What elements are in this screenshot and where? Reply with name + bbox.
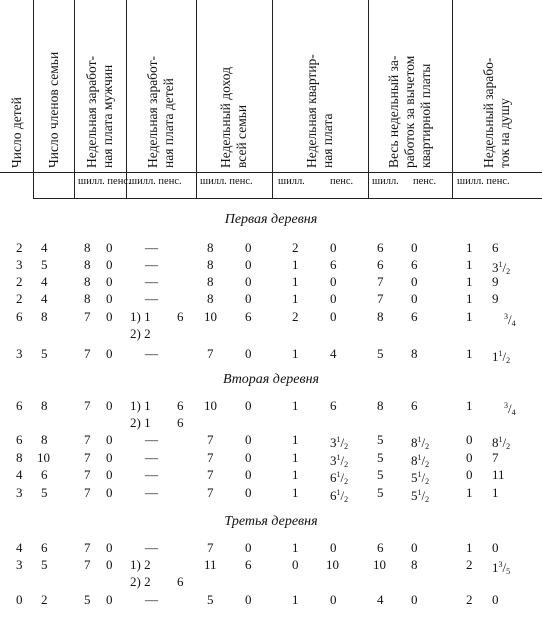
per-capita-shillings: 1: [466, 346, 473, 361]
children-wage-dash: —: [145, 274, 158, 289]
per-capita-pence: $1^1/_2$: [492, 349, 511, 365]
net-pence: 8: [411, 557, 418, 572]
net-pence: $5^1/_2$: [411, 488, 430, 504]
rent-shillings: 2: [292, 309, 299, 324]
children-count-cell: 4: [16, 540, 23, 555]
header-rule: [0, 172, 542, 173]
children-wage-dash: —: [145, 485, 158, 500]
family-members-cell: 8: [41, 432, 48, 447]
column-rule: [126, 0, 127, 198]
family-income-pence: 6: [245, 309, 252, 324]
children-count-cell: 8: [16, 450, 23, 465]
net-pence: 6: [411, 398, 418, 413]
per-capita-pence: 9: [492, 274, 499, 289]
men-wage-shillings: 5: [84, 592, 91, 607]
family-income-pence: 0: [245, 274, 252, 289]
net-pence: $8^1/_2$: [411, 453, 430, 469]
column-rule: [368, 0, 369, 198]
family-members-cell: 5: [41, 346, 48, 361]
rent-shillings: 1: [292, 450, 299, 465]
family-members-cell: 10: [37, 450, 50, 465]
family-income-pence: 0: [245, 467, 252, 482]
children-count-cell: 2: [16, 291, 23, 306]
rent-pence: $3^1/_2$: [330, 435, 349, 451]
unit-label: пенс.: [413, 176, 437, 187]
net-pence: 0: [411, 240, 418, 255]
header-line: Недельная заработ-: [84, 55, 99, 168]
rent-shillings: 1: [292, 398, 299, 413]
column-rule: [74, 0, 75, 198]
family-income-pence: 0: [245, 450, 252, 465]
header-line: ток на душу: [497, 98, 512, 168]
header-line: Весь недельный за-: [386, 55, 401, 168]
rent-pence: 0: [330, 240, 337, 255]
subheader-rule: [33, 198, 542, 199]
family-income-shillings: 7: [207, 432, 214, 447]
per-capita-shillings: 1: [466, 485, 473, 500]
children-wage-dash: —: [145, 240, 158, 255]
family-members-cell: 4: [41, 240, 48, 255]
family-members-cell: 5: [41, 485, 48, 500]
per-capita-shillings: 1: [466, 240, 473, 255]
column-rule: [33, 0, 34, 198]
per-capita-pence: $1^3/_5$: [492, 560, 511, 576]
family-members-cell: 5: [41, 257, 48, 272]
column-rule: [452, 0, 453, 198]
net-shillings: 6: [377, 240, 384, 255]
family-income-shillings: 8: [207, 291, 214, 306]
family-income-shillings: 8: [207, 240, 214, 255]
net-shillings: 5: [377, 450, 384, 465]
rent-shillings: 1: [292, 291, 299, 306]
unit-label: шилл.: [278, 176, 305, 187]
family-income-pence: 6: [245, 557, 252, 572]
header-children-wage: [145, 8, 177, 168]
per-capita-pence: 9: [492, 291, 499, 306]
net-pence: 8: [411, 346, 418, 361]
men-wage-pence: 0: [106, 309, 113, 324]
family-members-cell: 8: [41, 309, 48, 324]
rent-pence: 0: [330, 274, 337, 289]
children-count-cell: 2: [16, 274, 23, 289]
per-capita-pence: 7: [492, 450, 499, 465]
children-wage-dash: —: [145, 257, 158, 272]
unit-label: шилл. пенс.: [457, 176, 510, 187]
men-wage-shillings: 7: [84, 309, 91, 324]
family-income-shillings: 10: [204, 398, 217, 413]
children-count-cell: 4: [16, 467, 23, 482]
family-members-cell: 6: [41, 540, 48, 555]
per-capita-pence: $^3/_4$: [504, 401, 516, 417]
children-wage-2: 2) 1: [130, 415, 151, 430]
rent-shillings: 1: [292, 467, 299, 482]
column-rule: [196, 0, 197, 198]
net-shillings: 5: [377, 346, 384, 361]
men-wage-pence: 0: [106, 450, 113, 465]
net-shillings: 10: [373, 557, 386, 572]
children-wage-dash: —: [145, 467, 158, 482]
net-pence: 0: [411, 592, 418, 607]
rent-shillings: 0: [292, 557, 299, 572]
children-count-cell: 6: [16, 432, 23, 447]
section-title: Третья деревня: [224, 514, 318, 529]
header-rent: [304, 8, 336, 168]
header-children-count: [9, 8, 25, 168]
children-wage-dash: —: [145, 540, 158, 555]
per-capita-pence: $8^1/_2$: [492, 435, 511, 451]
rent-shillings: 1: [292, 274, 299, 289]
rent-pence: 0: [330, 592, 337, 607]
net-shillings: 6: [377, 257, 384, 272]
rent-pence: 4: [330, 346, 337, 361]
children-wage-dash: —: [145, 432, 158, 447]
header-line: всей семьи: [234, 104, 249, 168]
header-line: работок за вычетом: [402, 55, 417, 168]
men-wage-shillings: 8: [84, 240, 91, 255]
net-pence: 6: [411, 257, 418, 272]
rent-pence: 6: [330, 398, 337, 413]
men-wage-pence: 0: [106, 274, 113, 289]
men-wage-pence: 0: [106, 592, 113, 607]
rent-shillings: 1: [292, 346, 299, 361]
men-wage-pence: 0: [106, 257, 113, 272]
net-pence: 6: [411, 309, 418, 324]
family-income-shillings: 8: [207, 274, 214, 289]
rent-shillings: 1: [292, 432, 299, 447]
family-members-cell: 6: [41, 467, 48, 482]
children-wage-1: 1) 1: [130, 398, 151, 413]
family-income-pence: 0: [245, 257, 252, 272]
men-wage-pence: 0: [106, 291, 113, 306]
net-pence: $5^1/_2$: [411, 470, 430, 486]
header-men-wage: [84, 8, 116, 168]
men-wage-pence: 0: [106, 240, 113, 255]
header-line: ная плата детей: [161, 78, 176, 168]
men-wage-shillings: 7: [84, 557, 91, 572]
unit-label: шилл. пенс.: [78, 176, 131, 187]
rent-pence: 0: [330, 291, 337, 306]
family-members-cell: 4: [41, 291, 48, 306]
header-line: Число детей: [8, 97, 24, 168]
men-wage-shillings: 8: [84, 274, 91, 289]
net-shillings: 5: [377, 432, 384, 447]
per-capita-pence: 0: [492, 592, 499, 607]
men-wage-shillings: 7: [84, 467, 91, 482]
rent-shillings: 1: [292, 540, 299, 555]
family-income-shillings: 10: [204, 309, 217, 324]
men-wage-pence: 0: [106, 485, 113, 500]
family-members-cell: 4: [41, 274, 48, 289]
family-income-shillings: 7: [207, 485, 214, 500]
rent-shillings: 1: [292, 257, 299, 272]
header-line: Недельная заработ-: [145, 55, 160, 168]
rent-pence: 0: [330, 540, 337, 555]
family-income-shillings: 7: [207, 540, 214, 555]
per-capita-shillings: 1: [466, 257, 473, 272]
per-capita-shillings: 1: [466, 309, 473, 324]
net-shillings: 7: [377, 291, 384, 306]
children-wage-1-pence: 6: [177, 398, 184, 413]
header-line: ная плата мужчин: [100, 64, 115, 168]
family-income-pence: 0: [245, 540, 252, 555]
unit-label: шилл. пенс.: [200, 176, 253, 187]
children-wage-dash: —: [145, 346, 158, 361]
per-capita-shillings: 0: [466, 432, 473, 447]
family-income-shillings: 7: [207, 346, 214, 361]
children-count-cell: 6: [16, 309, 23, 324]
men-wage-pence: 0: [106, 346, 113, 361]
family-income-shillings: 11: [204, 557, 217, 572]
net-shillings: 8: [377, 398, 384, 413]
children-count-cell: 2: [16, 240, 23, 255]
family-members-cell: 8: [41, 398, 48, 413]
men-wage-shillings: 8: [84, 291, 91, 306]
children-wage-2-pence: 6: [177, 415, 184, 430]
children-wage-2: 2) 2: [130, 574, 151, 589]
rent-shillings: 1: [292, 485, 299, 500]
unit-label: шилл.: [372, 176, 399, 187]
net-shillings: 5: [377, 485, 384, 500]
rent-pence: 0: [330, 309, 337, 324]
rent-pence: $6^1/_2$: [330, 470, 349, 486]
family-income-pence: 0: [245, 291, 252, 306]
per-capita-pence: 11: [492, 467, 505, 482]
men-wage-shillings: 7: [84, 346, 91, 361]
per-capita-shillings: 1: [466, 291, 473, 306]
men-wage-shillings: 7: [84, 450, 91, 465]
children-wage-dash: —: [145, 592, 158, 607]
per-capita-shillings: 0: [466, 450, 473, 465]
family-income-pence: 0: [245, 592, 252, 607]
children-count-cell: 0: [16, 592, 23, 607]
children-count-cell: 3: [16, 557, 23, 572]
net-pence: 0: [411, 291, 418, 306]
per-capita-pence: $^3/_4$: [504, 312, 516, 328]
children-count-cell: 6: [16, 398, 23, 413]
men-wage-pence: 0: [106, 398, 113, 413]
per-capita-shillings: 1: [466, 398, 473, 413]
men-wage-pence: 0: [106, 467, 113, 482]
header-line: Недельная квартир-: [304, 54, 319, 168]
per-capita-pence: 1: [492, 485, 499, 500]
rent-shillings: 2: [292, 240, 299, 255]
rent-pence: 10: [326, 557, 339, 572]
family-income-pence: 0: [245, 485, 252, 500]
net-pence: 0: [411, 274, 418, 289]
men-wage-shillings: 8: [84, 257, 91, 272]
family-members-cell: 5: [41, 557, 48, 572]
family-income-shillings: 7: [207, 450, 214, 465]
children-wage-2: 2) 2: [130, 326, 151, 341]
children-count-cell: 3: [16, 485, 23, 500]
per-capita-shillings: 2: [466, 557, 473, 572]
section-title: Вторая деревня: [222, 372, 320, 387]
children-count-cell: 3: [16, 346, 23, 361]
family-income-shillings: 5: [207, 592, 214, 607]
rent-pence: $3^1/_2$: [330, 453, 349, 469]
family-income-pence: 0: [245, 240, 252, 255]
net-shillings: 6: [377, 540, 384, 555]
per-capita-shillings: 0: [466, 467, 473, 482]
men-wage-pence: 0: [106, 557, 113, 572]
rent-shillings: 1: [292, 592, 299, 607]
header-line: Недельный доход: [218, 67, 233, 168]
net-shillings: 5: [377, 467, 384, 482]
header-net-earnings: [386, 8, 434, 168]
children-wage-2-pence: 6: [177, 574, 184, 589]
children-wage-dash: —: [145, 291, 158, 306]
header-per-capita: [481, 8, 513, 168]
header-line: квартирной платы: [418, 63, 433, 168]
header-line: Недельный зарабо-: [481, 57, 496, 168]
header-family-members: [46, 8, 62, 168]
unit-label: пенс.: [330, 176, 354, 187]
per-capita-shillings: 1: [466, 540, 473, 555]
per-capita-pence: 0: [492, 540, 499, 555]
men-wage-shillings: 7: [84, 398, 91, 413]
men-wage-pence: 0: [106, 540, 113, 555]
net-pence: 0: [411, 540, 418, 555]
children-wage-1: 1) 2: [130, 557, 151, 572]
family-income-shillings: 8: [207, 257, 214, 272]
per-capita-pence: $3^1/_2$: [492, 260, 511, 276]
children-wage-dash: —: [145, 450, 158, 465]
header-family-income: [218, 8, 250, 168]
rent-pence: $6^1/_2$: [330, 488, 349, 504]
per-capita-pence: 6: [492, 240, 499, 255]
rent-pence: 6: [330, 257, 337, 272]
net-shillings: 4: [377, 592, 384, 607]
net-pence: $8^1/_2$: [411, 435, 430, 451]
family-income-shillings: 7: [207, 467, 214, 482]
header-line: ная плата: [320, 113, 335, 168]
men-wage-shillings: 7: [84, 432, 91, 447]
net-shillings: 7: [377, 274, 384, 289]
per-capita-shillings: 1: [466, 274, 473, 289]
header-line: Число членов семьи: [45, 51, 61, 168]
children-count-cell: 3: [16, 257, 23, 272]
section-title: Первая деревня: [224, 212, 318, 227]
per-capita-shillings: 2: [466, 592, 473, 607]
children-wage-1: 1) 1: [130, 309, 151, 324]
family-members-cell: 2: [41, 592, 48, 607]
column-rule: [272, 0, 273, 198]
family-income-pence: 0: [245, 398, 252, 413]
unit-label: шилл. пенс.: [129, 176, 182, 187]
men-wage-shillings: 7: [84, 485, 91, 500]
net-shillings: 8: [377, 309, 384, 324]
family-income-pence: 0: [245, 432, 252, 447]
children-wage-1-pence: 6: [177, 309, 184, 324]
men-wage-pence: 0: [106, 432, 113, 447]
men-wage-shillings: 7: [84, 540, 91, 555]
family-income-pence: 0: [245, 346, 252, 361]
